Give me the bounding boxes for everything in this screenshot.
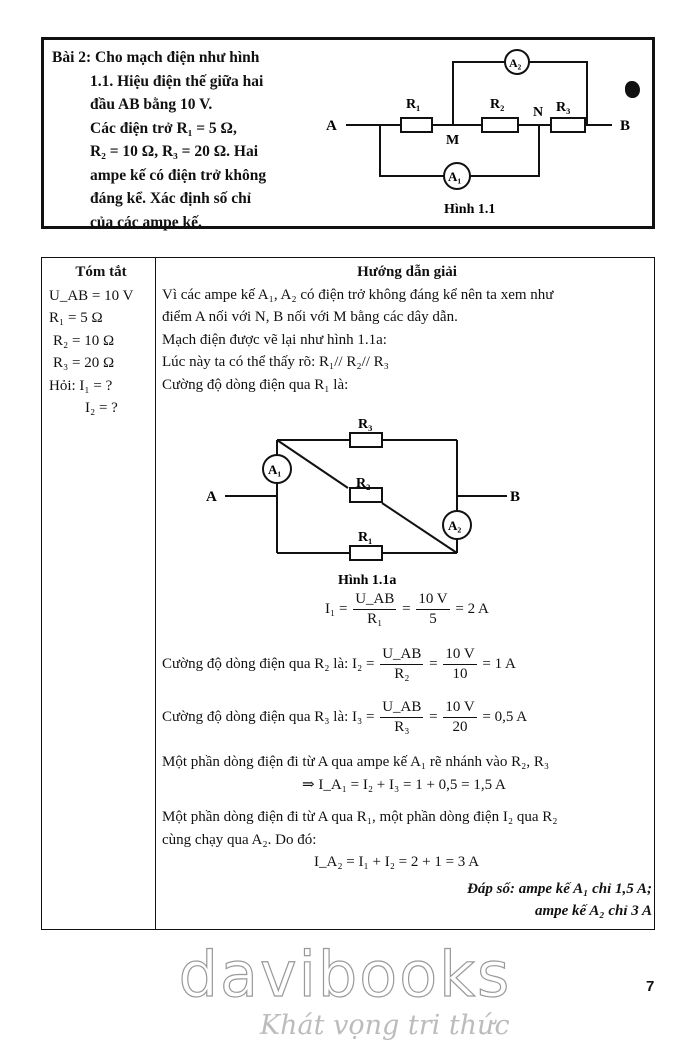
eq-num: 10 V <box>416 590 449 610</box>
eq-den: R₂ <box>394 666 410 682</box>
problem-box <box>41 37 655 229</box>
problem-line: R₂ = 10 Ω, R₃ = 20 Ω. Hai <box>90 143 259 160</box>
solution-text: cùng chạy qua A₂. Do đó: <box>162 831 317 848</box>
equation-i3: Cường độ dòng điện qua R₃ là: I₃ = $\frac{U\_AB}{\text{R₃}}$ = $\frac{10 V}{20}$ = 0,5 A <box>162 699 528 735</box>
brand-slogan: Khát vọng tri thức <box>260 1010 510 1041</box>
eq-lhs: I₂ = <box>352 655 375 672</box>
eq-den: R₁ <box>367 611 383 627</box>
summary-item: Hỏi: I₁ = ? <box>49 377 113 394</box>
label-a: A <box>326 118 337 134</box>
eq-text: Cường độ dòng điện qua R₃ là: <box>162 708 349 725</box>
summary-heading: Tóm tắt <box>75 264 127 280</box>
circuit-figure-1-1a <box>42 258 652 598</box>
eq-num: U_AB <box>353 590 396 610</box>
label-a2: A₂ <box>509 56 522 70</box>
eq-den: 10 <box>452 666 468 682</box>
label-a1: A₁ <box>268 462 282 477</box>
problem-line: Các điện trở R₁ = 5 Ω, <box>90 119 237 137</box>
summary-item: R₂ = 10 Ω <box>53 332 115 349</box>
answer-line-1: Đáp số: ampe kế A₁ chỉ 1,5 A; <box>467 880 652 897</box>
solution-text: Lúc này ta có thể thấy rõ: R₁// R₂// R₃ <box>162 354 389 370</box>
label-r1: R₁ <box>406 97 421 112</box>
label-a1: A₁ <box>448 169 462 184</box>
equation-i2: Cường độ dòng điện qua R₂ là: I₂ = $\frac{U\_AB}{\text{R₂}}$ = $\frac{10 V}{10}$ = 1 A <box>162 646 516 682</box>
eq-den: 5 <box>429 611 437 627</box>
resistor-r1 <box>350 546 382 560</box>
eq-lhs: I₁ = <box>325 600 348 617</box>
eq-rhs: = 2 A <box>455 600 489 617</box>
brand-watermark: davibooks <box>178 938 512 1011</box>
label-r2: R₂ <box>356 476 371 491</box>
label-a2: A₂ <box>448 518 462 533</box>
summary-item: R₁ = 5 Ω <box>49 310 103 326</box>
equation-ia1: ⇒ I_A₁ = I₂ + I₃ = 1 + 0,5 = 1,5 A <box>302 776 506 793</box>
solution-text: Một phần dòng điện đi từ A qua ampe kế A₁ rẽ nhánh vào R₂, R₃ <box>162 754 550 770</box>
label-m: M <box>446 133 460 148</box>
label-b: B <box>510 489 521 505</box>
solution-text: điểm A nối với N, B nối với M bằng các dây dẫn. <box>162 309 458 325</box>
summary-item: R₃ = 20 Ω <box>53 355 115 371</box>
eq-den: 20 <box>452 719 468 735</box>
summary-item: I₂ = ? <box>85 400 118 416</box>
circuit-figure-1-1 <box>44 40 654 228</box>
label-n: N <box>533 105 544 120</box>
figure-caption-1-1a: Hình 1.1a <box>338 573 397 588</box>
eq-rhs: = 1 A <box>482 655 516 672</box>
resistor-r1 <box>401 118 432 132</box>
solution-tail <box>162 751 652 923</box>
problem-line: Bài 2: Cho mạch điện như hình <box>52 49 260 66</box>
figure-caption-1-1: Hình 1.1 <box>444 202 496 217</box>
resistor-r3 <box>350 433 382 447</box>
label-r3: R₃ <box>358 417 373 432</box>
label-b: B <box>620 118 631 134</box>
answer-line-2: ampe kế A₂ chỉ 3 A <box>534 903 652 919</box>
eq-rhs: = 0,5 A <box>482 708 528 725</box>
eq-num: U_AB <box>380 645 423 665</box>
label-r2: R₂ <box>490 97 505 112</box>
eq-num: 10 V <box>443 698 476 718</box>
eq-text: Cường độ dòng điện qua R₂ là: <box>162 655 349 672</box>
equation-ia2: I_A₂ = I₁ + I₂ = 2 + 1 = 3 A <box>314 854 480 870</box>
problem-line: đầu AB bằng 10 V. <box>90 96 213 113</box>
equation-i1: I₁ = $\frac{U\_AB}{\text{R₁}}$ = $\frac{10 V}{5}$ = 2 A <box>325 591 489 627</box>
page-number: 7 <box>646 978 655 995</box>
eq-num: U_AB <box>380 698 423 718</box>
solution-text: Một phần dòng điện đi từ A qua R₁, một phần dòng điện I₂ qua R₂ <box>162 809 558 825</box>
resistor-r3 <box>551 118 585 132</box>
problem-line: của các ampe kế. <box>90 213 202 231</box>
problem-line: ampe kế có điện trở không <box>90 166 267 184</box>
eq-den: R₃ <box>394 719 410 735</box>
resistor-r2 <box>482 118 518 132</box>
problem-line: đáng kể. Xác định số chỉ <box>90 190 252 207</box>
ink-blot <box>625 81 640 98</box>
label-a: A <box>206 489 217 505</box>
summary-item: U_AB = 10 V <box>49 287 134 304</box>
eq-lhs: I₃ = <box>352 708 375 725</box>
label-r3: R₃ <box>556 100 571 115</box>
solution-text: Vì các ampe kế A₁, A₂ có điện trở không đáng kể nên ta xem như <box>162 286 554 303</box>
eq-num: 10 V <box>443 645 476 665</box>
solution-text: Cường độ dòng điện qua R₁ là: <box>162 376 349 393</box>
problem-line: 1.1. Hiệu điện thế giữa hai <box>90 72 264 90</box>
label-r1: R₁ <box>358 530 373 545</box>
solution-text: Mạch điện được vẽ lại như hình 1.1a: <box>162 331 387 348</box>
solution-table <box>41 257 655 930</box>
solution-heading: Hướng dẫn giải <box>357 264 457 280</box>
